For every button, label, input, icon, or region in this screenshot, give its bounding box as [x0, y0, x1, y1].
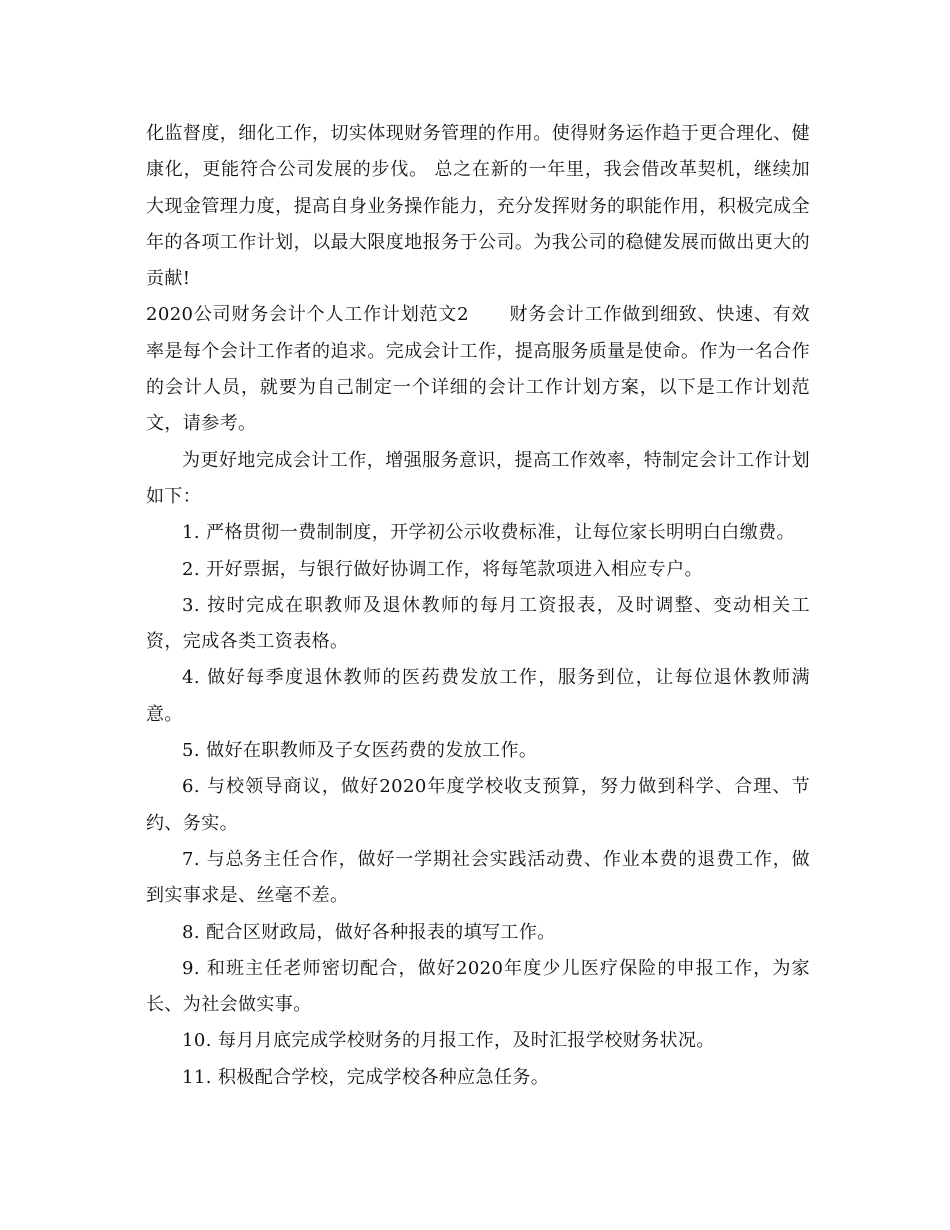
list-item: 6. 与校领导商议，做好2020年度学校收支预算，努力做到科学、合理、节约、务实。: [146, 776, 810, 834]
lead-paragraph: 为更好地完成会计工作，增强服务意识，提高工作效率，特制定会计工作计划如下：: [146, 449, 810, 507]
section-title: 2020公司财务会计个人工作计划范文2: [146, 304, 470, 326]
document-body: [146, 116, 810, 1096]
list-item: 9. 和班主任老师密切配合，做好2020年度少儿医疗保险的申报工作，为家长、为社会做实事。: [146, 957, 810, 1016]
list-item: 7. 与总务主任合作，做好一学期社会实践活动费、作业本费的退费工作，做到实事求是、丝毫不差。: [146, 848, 810, 907]
list-item: 8. 配合区财政局，做好各种报表的填写工作。: [182, 921, 556, 943]
list-item: 2. 开好票据，与银行做好协调工作，将每笔款项进入相应专户。: [182, 558, 703, 580]
list-item: 10. 每月月底完成学校财务的月报工作，及时汇报学校财务状况。: [182, 1030, 715, 1052]
list-item: 11. 积极配合学校，完成学校各种应急任务。: [182, 1066, 550, 1088]
list-item: 4. 做好每季度退休教师的医药费发放工作，服务到位，让每位退休教师满意。: [146, 667, 810, 725]
section-intro: 财务会计工作做到细致、快速、有效率是每个会计工作者的追求。完成会计工作，提高服务质量是使命。作为一名合作的会计人员，就要为自己制定一个详细的会计工作计划方案，以下是工作计划范文，请参考。: [146, 304, 811, 435]
list-item: 1. 严格贯彻一费制制度，开学初公示收费标准，让每位家长明明白白缴费。: [182, 522, 795, 544]
list-item: 5. 做好在职教师及子女医药费的发放工作。: [182, 740, 538, 762]
section-heading-paragraph: [146, 297, 810, 442]
opening-paragraph: 化监督度，细化工作，切实体现财务管理的作用。使得财务运作趋于更合理化、健康化，更能符合公司发展的步伐。 总之在新的一年里，我会借改革契机，继续加大现金管理力度，提高自身业务操作能力，充分发挥财务的职能作用，积极完成全年的各项工作计划，以最大限度地报务于公司。为我公司的稳健发展而做出更大的贡献!: [146, 123, 810, 290]
list-item: 3. 按时完成在职教师及退休教师的每月工资报表，及时调整、变动相关工资，完成各类工资表格。: [146, 594, 810, 653]
